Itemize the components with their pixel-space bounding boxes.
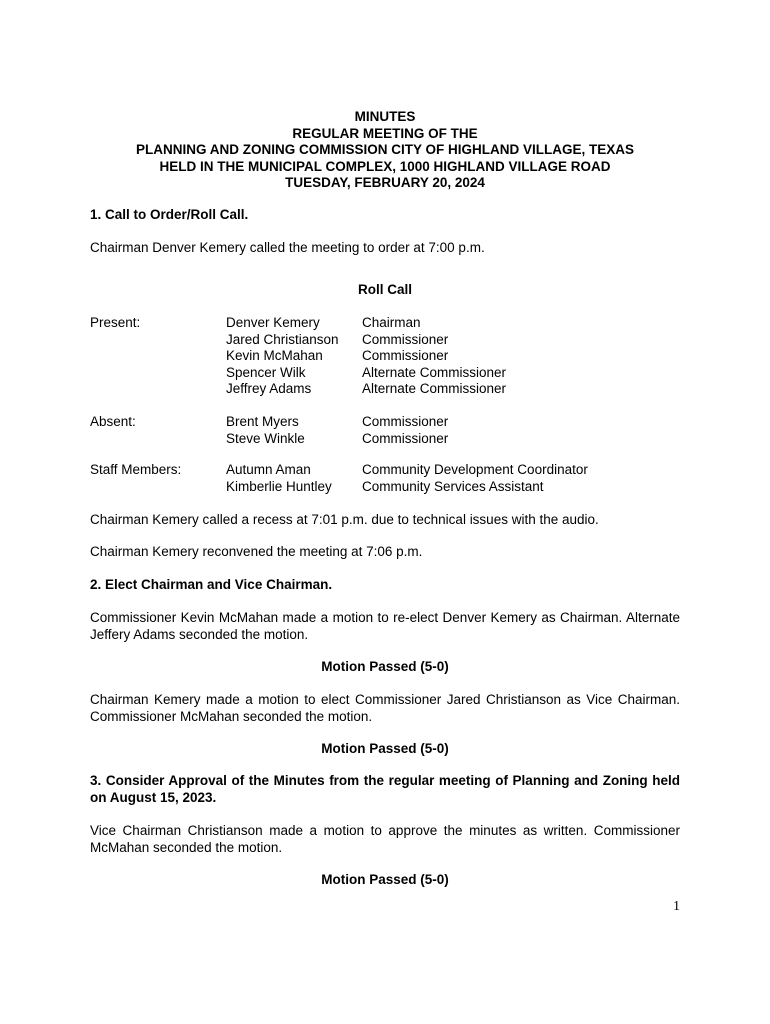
present-label: Present: xyxy=(90,315,141,330)
roll-row xyxy=(90,365,680,382)
header-line-commission: PLANNING AND ZONING COMMISSION CITY OF HIGHLAND VILLAGE, TEXAS xyxy=(135,142,634,157)
header-line-meeting-type: REGULAR MEETING OF THE xyxy=(292,125,478,141)
motion-result-1: Motion Passed (5-0) xyxy=(321,659,449,674)
roll-row xyxy=(90,431,680,448)
roll-absent-group xyxy=(90,414,680,447)
member-title: Community Development Coordinator xyxy=(362,462,588,477)
member-title: Chairman xyxy=(362,315,421,330)
absent-label: Absent: xyxy=(90,414,136,429)
member-name: Steve Winkle xyxy=(226,430,305,446)
call-to-order-text: Chairman Denver Kemery called the meeting to order at 7:00 p.m. xyxy=(90,240,485,255)
section-1-heading: 1. Call to Order/Roll Call. xyxy=(90,207,249,222)
member-name: Brent Myers xyxy=(226,414,299,429)
roll-present-group xyxy=(90,315,680,398)
member-title: Commissioner xyxy=(362,348,449,363)
member-name: Autumn Aman xyxy=(226,462,311,477)
section-2-heading: 2. Elect Chairman and Vice Chairman. xyxy=(90,577,333,592)
roll-row xyxy=(90,315,680,332)
roll-row xyxy=(90,479,680,496)
vice-chairman-motion-text: Chairman Kemery made a motion to elect Commissioner Jared Christianson as Vice Chairman. Commissioner McMahan seconded the motion. xyxy=(90,692,680,724)
member-name: Jared Christianson xyxy=(226,331,339,347)
roll-staff-group xyxy=(90,462,680,495)
member-title: Alternate Commissioner xyxy=(362,364,507,380)
member-title: Community Services Assistant xyxy=(362,478,544,494)
member-name: Jeffrey Adams xyxy=(226,381,312,396)
roll-row xyxy=(90,381,680,398)
page-number: 1 xyxy=(673,899,680,914)
roll-row xyxy=(90,348,680,365)
member-name: Denver Kemery xyxy=(226,315,320,330)
roll-row xyxy=(90,462,680,479)
member-title: Commissioner xyxy=(362,414,449,429)
member-name: Spencer Wilk xyxy=(226,364,306,380)
recess-text: Chairman Kemery called a recess at 7:01 p.m. due to technical issues with the audio. xyxy=(90,512,599,527)
header-line-date: TUESDAY, FEBRUARY 20, 2024 xyxy=(285,175,485,190)
motion-result-2: Motion Passed (5-0) xyxy=(321,741,449,756)
header-line-location: HELD IN THE MUNICIPAL COMPLEX, 1000 HIGHLAND VILLAGE ROAD xyxy=(159,158,611,174)
header-line-minutes: MINUTES xyxy=(354,109,416,124)
member-title: Commissioner xyxy=(362,430,449,446)
member-name: Kevin McMahan xyxy=(226,348,323,363)
chairman-motion-text: Commissioner Kevin McMahan made a motion to re-elect Denver Kemery as Chairman. Alternate Jeffery Adams seconded the motion. xyxy=(90,610,680,642)
member-title: Alternate Commissioner xyxy=(362,381,507,396)
member-title: Commissioner xyxy=(362,331,449,347)
member-name: Kimberlie Huntley xyxy=(226,478,332,494)
staff-label: Staff Members: xyxy=(90,462,182,477)
roll-call-title: Roll Call xyxy=(357,282,412,297)
section-3-heading: 3. Consider Approval of the Minutes from the regular meeting of Planning and Zoning held on August 15, 2023. xyxy=(90,773,680,805)
document-header xyxy=(90,109,680,192)
roll-row xyxy=(90,414,680,431)
roll-row xyxy=(90,332,680,349)
reconvene-text: Chairman Kemery reconvened the meeting at 7:06 p.m. xyxy=(90,544,423,559)
motion-result-3: Motion Passed (5-0) xyxy=(321,872,449,887)
minutes-approval-motion-text: Vice Chairman Christianson made a motion to approve the minutes as written. Commissioner McMahan seconded the motion. xyxy=(90,823,680,855)
